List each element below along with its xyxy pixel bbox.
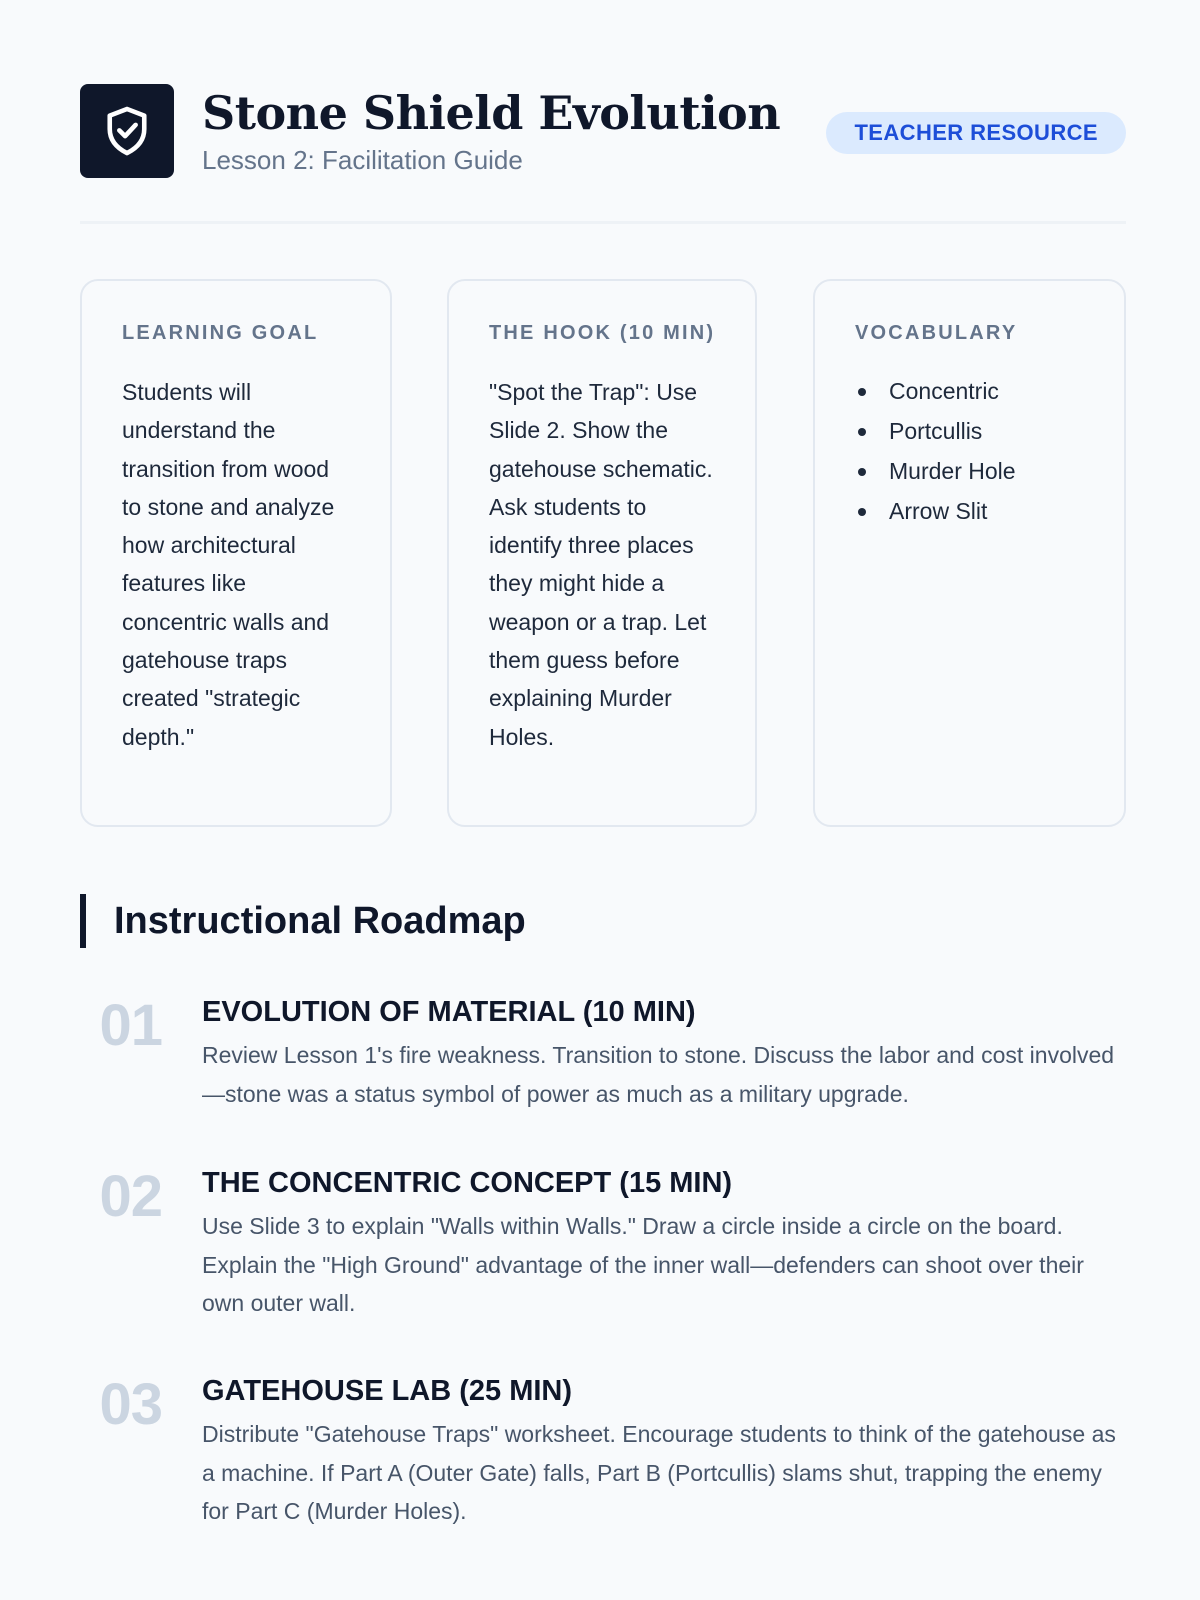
hook-text: "Spot the Trap": Use Slide 2. Show the gatehouse schematic. Ask students to identify three places they might hide a weapon or a trap. Let them guess before explaining Murder Holes.: [489, 379, 713, 750]
page-subtitle: Lesson 2: Facilitation Guide: [202, 145, 523, 175]
resource-badge: TEACHER RESOURCE: [826, 112, 1126, 154]
roadmap-heading: Instructional Roadmap: [114, 900, 526, 942]
step-number: 02: [99, 1164, 162, 1229]
step-description: Review Lesson 1's fire weakness. Transition to stone. Discuss the labor and cost involved—stone was a status symbol of power as much as a military upgrade.: [202, 1042, 1115, 1107]
logo: [80, 84, 174, 178]
vocabulary-item: Concentric: [855, 371, 1086, 411]
vocabulary-item: Murder Hole: [855, 451, 1086, 491]
hook-card: [447, 279, 757, 827]
facilitation-guide-page: [80, 0, 1126, 1600]
header-divider: [80, 221, 1126, 224]
step-number: 03: [99, 1372, 162, 1437]
learning-goal-card: [80, 279, 392, 827]
vocabulary-card: [813, 279, 1126, 827]
page-title: Stone Shield Evolution: [202, 86, 781, 140]
section-accent-bar: [80, 894, 86, 948]
vocabulary-item: Arrow Slit: [855, 491, 1086, 531]
step-description: Use Slide 3 to explain "Walls within Walls." Draw a circle inside a circle on the board. Explain the "High Ground" advantage of the inner wall—defenders can shoot over their own outer wall.: [202, 1213, 1084, 1316]
vocabulary-list: [855, 371, 1086, 531]
step-number: 01: [99, 993, 162, 1058]
vocabulary-label: VOCABULARY: [855, 322, 1018, 344]
step-title: GATEHOUSE LAB (25 MIN): [202, 1375, 573, 1407]
hook-label: THE HOOK (10 MIN): [489, 322, 716, 344]
shield-check-icon: [104, 105, 150, 157]
step-description: Distribute "Gatehouse Traps" worksheet. Encourage students to think of the gatehouse as a machine. If Part A (Outer Gate) falls, Part B (Portcullis) slams shut, trapping the enemy for Part C (Murder Holes).: [202, 1421, 1116, 1524]
vocabulary-item: Portcullis: [855, 411, 1086, 451]
learning-goal-label: LEARNING GOAL: [122, 322, 319, 344]
step-title: EVOLUTION OF MATERIAL (10 MIN): [202, 996, 696, 1028]
learning-goal-text: Students will understand the transition from wood to stone and analyze how architectural features like concentric walls and gatehouse traps created "strategic depth.": [122, 379, 335, 750]
step-title: THE CONCENTRIC CONCEPT (15 MIN): [202, 1167, 733, 1199]
page-header: [80, 84, 1126, 178]
